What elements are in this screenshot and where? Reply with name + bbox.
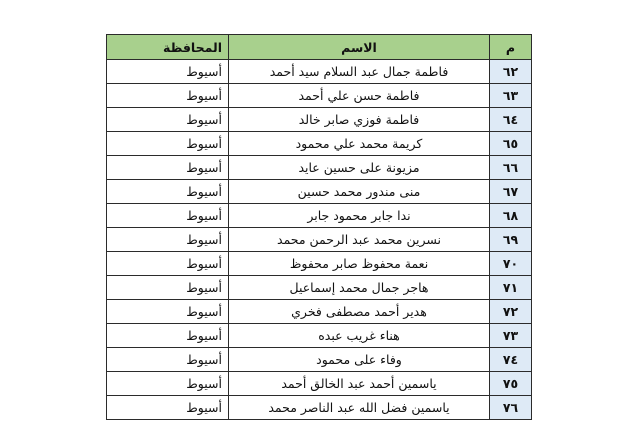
table-row — [107, 84, 532, 108]
header-name: الاسم — [229, 35, 490, 60]
header-number: م — [490, 35, 532, 60]
table-row — [107, 396, 532, 420]
table-row — [107, 300, 532, 324]
row-governorate: أسيوط — [107, 84, 229, 108]
row-number: ٦٦ — [490, 156, 532, 180]
table-row — [107, 324, 532, 348]
row-number: ٧٢ — [490, 300, 532, 324]
table-header-row — [107, 35, 532, 60]
row-number: ٦٩ — [490, 228, 532, 252]
row-number: ٦٨ — [490, 204, 532, 228]
row-number: ٦٧ — [490, 180, 532, 204]
row-number: ٧١ — [490, 276, 532, 300]
row-name: هدير أحمد مصطفى فخري — [229, 300, 490, 324]
row-name: مزيونة على حسين عايد — [229, 156, 490, 180]
row-name: نسرين محمد عبد الرحمن محمد — [229, 228, 490, 252]
table-row — [107, 180, 532, 204]
table-row — [107, 348, 532, 372]
row-name: هناء غريب عبده — [229, 324, 490, 348]
row-governorate: أسيوط — [107, 252, 229, 276]
table-row — [107, 156, 532, 180]
row-governorate: أسيوط — [107, 348, 229, 372]
table-row — [107, 372, 532, 396]
row-name: وفاء على محمود — [229, 348, 490, 372]
row-governorate: أسيوط — [107, 156, 229, 180]
row-name: ندا جابر محمود جابر — [229, 204, 490, 228]
row-governorate: أسيوط — [107, 108, 229, 132]
row-number: ٦٥ — [490, 132, 532, 156]
table-row — [107, 228, 532, 252]
row-number: ٧٤ — [490, 348, 532, 372]
table-row — [107, 108, 532, 132]
row-name: منى مندور محمد حسين — [229, 180, 490, 204]
table-row — [107, 60, 532, 84]
table-row — [107, 276, 532, 300]
row-number: ٧٥ — [490, 372, 532, 396]
row-name: نعمة محفوظ صابر محفوظ — [229, 252, 490, 276]
row-governorate: أسيوط — [107, 276, 229, 300]
row-name: فاطمة فوزي صابر خالد — [229, 108, 490, 132]
row-number: ٧٦ — [490, 396, 532, 420]
row-governorate: أسيوط — [107, 324, 229, 348]
row-governorate: أسيوط — [107, 228, 229, 252]
row-name: فاطمة حسن علي أحمد — [229, 84, 490, 108]
row-number: ٧٠ — [490, 252, 532, 276]
table-row — [107, 204, 532, 228]
row-governorate: أسيوط — [107, 60, 229, 84]
row-governorate: أسيوط — [107, 300, 229, 324]
table-row — [107, 132, 532, 156]
row-governorate: أسيوط — [107, 372, 229, 396]
row-name: هاجر جمال محمد إسماعيل — [229, 276, 490, 300]
table-row — [107, 252, 532, 276]
row-number: ٦٤ — [490, 108, 532, 132]
row-governorate: أسيوط — [107, 180, 229, 204]
row-governorate: أسيوط — [107, 132, 229, 156]
row-name: ياسمين فضل الله عبد الناصر محمد — [229, 396, 490, 420]
row-number: ٦٣ — [490, 84, 532, 108]
row-name: كريمة محمد علي محمود — [229, 132, 490, 156]
row-number: ٧٣ — [490, 324, 532, 348]
row-governorate: أسيوط — [107, 204, 229, 228]
row-governorate: أسيوط — [107, 396, 229, 420]
names-table — [106, 34, 532, 420]
row-name: ياسمين أحمد عبد الخالق أحمد — [229, 372, 490, 396]
row-number: ٦٢ — [490, 60, 532, 84]
row-name: فاطمة جمال عبد السلام سيد أحمد — [229, 60, 490, 84]
header-governorate: المحافظة — [107, 35, 229, 60]
